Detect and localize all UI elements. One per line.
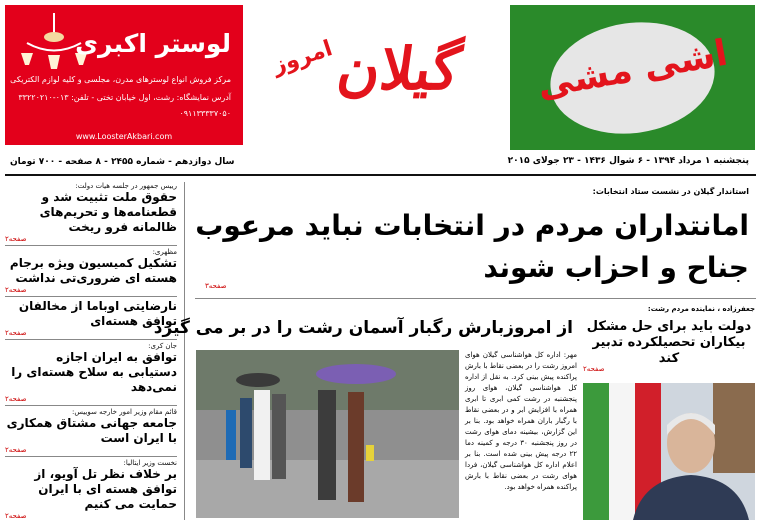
ad-phone: ۰۹۱۱۳۳۳۳۷۰۵۰ bbox=[179, 109, 231, 118]
side-story bbox=[583, 305, 755, 520]
divider bbox=[5, 296, 177, 297]
issue-info: سال دوازدهم - شماره ۲۴۵۵ - ۸ صفحه - ۷۰۰ تومان bbox=[10, 157, 235, 167]
lead-kicker: استاندار گیلان در نشست ستاد انتخابات: bbox=[592, 187, 749, 196]
divider bbox=[5, 456, 177, 457]
page-reference: صفحه۲ bbox=[5, 286, 27, 294]
divider bbox=[5, 405, 177, 406]
list-item[interactable] bbox=[5, 408, 177, 454]
brief-kicker: جان کری: bbox=[148, 342, 177, 350]
column-divider bbox=[184, 182, 185, 520]
emblem-text: اشی مشی bbox=[534, 32, 731, 107]
page-reference: صفحه۲ bbox=[5, 512, 27, 520]
issue-date: پنجشنبه ۱ مرداد ۱۳۹۴ - ۶ شوال ۱۴۳۶ - ۲۳ جولای ۲۰۱۵ bbox=[507, 156, 749, 166]
brief-kicker: مظهری: bbox=[152, 248, 177, 256]
brief-headline: نارضایتی اوباما از مخالفان توافق هسته‌ای bbox=[18, 299, 177, 328]
brief-headline: توافق به ایران اجازه دستیابی به سلاح هسته‌ای را نمی‌دهد bbox=[11, 350, 177, 394]
masthead-divider bbox=[5, 174, 756, 176]
logo-main-text: گیلان bbox=[332, 35, 465, 103]
brief-headline: جامعه جهانی مشتاق همکاری با ایران است bbox=[6, 416, 177, 445]
list-item[interactable] bbox=[5, 182, 177, 243]
newspaper-logo bbox=[250, 5, 490, 170]
divider bbox=[5, 339, 177, 340]
advertisement-box bbox=[5, 5, 243, 145]
brief-headline: حقوق ملت تثبیت شد و قطعنامه‌ها و تحریم‌های ظالمانه فرو ریخت bbox=[39, 190, 177, 234]
ad-description: مرکز فروش انواع لوسترهای مدرن، مجلسی و کلیه لوازم الکتریکی bbox=[10, 75, 231, 84]
brief-kicker: نخست وزیر ایتالیا: bbox=[123, 459, 177, 467]
portrait-photo bbox=[583, 383, 755, 520]
page-reference: صفحه۳ bbox=[205, 282, 227, 290]
brief-headline: تشکیل کمیسیون ویژه برجام هسته ای ضروری‌تی نداشت bbox=[9, 256, 177, 285]
page-reference: صفحه۲ bbox=[5, 446, 27, 454]
divider bbox=[5, 245, 177, 246]
rain-street-photo bbox=[196, 350, 459, 518]
lead-headline[interactable]: امانتداران مردم در انتخابات نباید مرعوب جناح و احزاب شوند bbox=[195, 209, 749, 284]
list-item[interactable] bbox=[5, 299, 177, 337]
section-divider bbox=[195, 298, 756, 299]
ad-title: لوستر اکبری bbox=[75, 29, 231, 58]
news-briefs-column bbox=[5, 182, 177, 520]
brief-headline: بر خلاف نظر تل آویو، از توافق هسته ای با ایران حمایت می کنیم bbox=[34, 467, 177, 511]
ad-url: www.LoosterAkbari.com bbox=[75, 132, 173, 141]
list-item[interactable] bbox=[5, 342, 177, 403]
page-reference: صفحه۲ bbox=[5, 235, 27, 243]
emblem-box bbox=[510, 5, 755, 150]
page-reference: صفحه۲ bbox=[5, 395, 27, 403]
logo-sub-text: امروز bbox=[269, 36, 336, 79]
list-item[interactable] bbox=[5, 459, 177, 520]
page-reference: صفحه۲ bbox=[583, 365, 605, 373]
second-headline[interactable]: از امروزبارش رگبار آسمان رشت را در بر می گیرد bbox=[153, 318, 573, 338]
list-item[interactable] bbox=[5, 248, 177, 294]
article-body: مهر: اداره کل هواشناسی گیلان هوای امروز رشت را در بعضی نقاط با بارش پراکنده پیش بینی کرد. به نقل از اداره کل هواشناسی گیلان، هوای روز پنجشنبه در رشت کمی ابری تا ابری همراه با افزایش ابر و در بعضی نقاط با رگبار باران همراه خواهد بود. بنا بر این گزارش، بیشینه دمای هوای رشت در روز پنجشنبه ۳۰ درجه و کمینه دما ۲۲ درجه پیش بینی شده است. بنا بر اعلام اداره کل هواشناسی گیلان، فردا هوای رشت در بعضی نقاط با بارش پراکنده همراه خواهد بود. bbox=[465, 351, 577, 491]
side-kicker: جعفرزاده ، نماینده مردم رشت: bbox=[647, 305, 755, 313]
page-reference: صفحه۲ bbox=[5, 329, 27, 337]
ad-address: آدرس نمایشگاه: رشت، اول خیابان تختی - تلفن: ۰۱۳-۳۳۲۲۰۲۱۰ bbox=[18, 93, 231, 102]
brief-kicker: رییس جمهور در جلسه هیات دولت: bbox=[75, 182, 177, 190]
brief-kicker: قائم مقام وزیر امور خارجه سوییس: bbox=[72, 408, 177, 416]
side-headline[interactable]: دولت باید برای حل مشکل بیکاران تحصیلکرده تدبیر کند bbox=[586, 319, 752, 366]
